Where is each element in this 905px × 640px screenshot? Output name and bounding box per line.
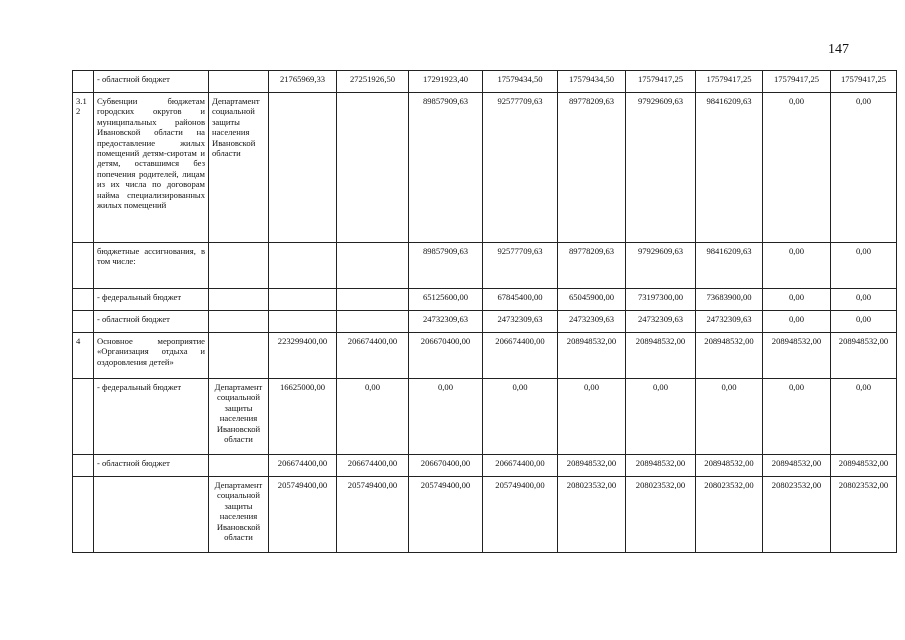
value-cell: 205749400,00 (337, 477, 409, 553)
value-cell: 208948532,00 (626, 455, 696, 477)
table-row (73, 455, 897, 477)
row-index (73, 379, 94, 455)
value-cell: 208948532,00 (831, 455, 897, 477)
value-cell (269, 93, 337, 243)
row-name: - областной бюджет (94, 455, 209, 477)
value-cell: 17579417,25 (831, 71, 897, 93)
value-cell: 65045900,00 (558, 289, 626, 311)
row-index (73, 455, 94, 477)
value-cell: 65125600,00 (409, 289, 483, 311)
row-name: - федеральный бюджет (94, 379, 209, 455)
table-row (73, 333, 897, 379)
table-row (73, 243, 897, 289)
value-cell: 206674400,00 (483, 333, 558, 379)
value-cell: 0,00 (763, 243, 831, 289)
value-cell: 17579434,50 (558, 71, 626, 93)
row-executor (209, 333, 269, 379)
value-cell: 0,00 (831, 379, 897, 455)
value-cell: 208023532,00 (626, 477, 696, 553)
value-cell (269, 289, 337, 311)
row-executor: Департамент социальной защиты населения Ивановской области (209, 477, 269, 553)
value-cell: 0,00 (831, 311, 897, 333)
value-cell: 0,00 (763, 311, 831, 333)
value-cell: 0,00 (483, 379, 558, 455)
value-cell: 205749400,00 (483, 477, 558, 553)
value-cell: 17579434,50 (483, 71, 558, 93)
table-row (73, 71, 897, 93)
value-cell (337, 289, 409, 311)
value-cell: 208023532,00 (696, 477, 763, 553)
value-cell: 208948532,00 (763, 455, 831, 477)
row-name: Субвенции бюджетам городских округов и муниципальных районов Ивановской области на предоставление жилых помещений детям-сиротам и детям, оставшимся без попечения родителей, лицам из их числа по договорам найма специализированных жилых помещений (94, 93, 209, 243)
row-index (73, 477, 94, 553)
value-cell: 92577709,63 (483, 243, 558, 289)
value-cell: 208023532,00 (558, 477, 626, 553)
value-cell: 206670400,00 (409, 333, 483, 379)
table-row (73, 379, 897, 455)
row-executor (209, 311, 269, 333)
value-cell: 0,00 (763, 379, 831, 455)
value-cell: 97929609,63 (626, 243, 696, 289)
value-cell: 208948532,00 (626, 333, 696, 379)
value-cell: 0,00 (763, 93, 831, 243)
value-cell: 98416209,63 (696, 243, 763, 289)
row-index (73, 243, 94, 289)
row-index (73, 71, 94, 93)
value-cell: 27251926,50 (337, 71, 409, 93)
row-index: 3.1 2 (73, 93, 94, 243)
value-cell: 208023532,00 (831, 477, 897, 553)
value-cell: 21765969,33 (269, 71, 337, 93)
value-cell: 208948532,00 (696, 333, 763, 379)
row-executor (209, 71, 269, 93)
value-cell: 73683900,00 (696, 289, 763, 311)
value-cell: 206674400,00 (483, 455, 558, 477)
value-cell: 24732309,63 (558, 311, 626, 333)
row-index: 4 (73, 333, 94, 379)
value-cell (269, 311, 337, 333)
value-cell: 0,00 (831, 243, 897, 289)
value-cell: 17579417,25 (696, 71, 763, 93)
row-executor: Департамент социальной защиты населения Ивановской области (209, 93, 269, 243)
table-row (73, 93, 897, 243)
value-cell: 208023532,00 (763, 477, 831, 553)
value-cell: 17579417,25 (763, 71, 831, 93)
table-row (73, 477, 897, 553)
value-cell: 0,00 (831, 93, 897, 243)
row-index (73, 311, 94, 333)
value-cell: 208948532,00 (558, 455, 626, 477)
value-cell: 208948532,00 (558, 333, 626, 379)
value-cell: 24732309,63 (626, 311, 696, 333)
value-cell (337, 311, 409, 333)
value-cell: 205749400,00 (409, 477, 483, 553)
value-cell: 97929609,63 (626, 93, 696, 243)
value-cell: 205749400,00 (269, 477, 337, 553)
value-cell: 16625000,00 (269, 379, 337, 455)
table-row (73, 311, 897, 333)
row-name: - областной бюджет (94, 71, 209, 93)
row-executor (209, 289, 269, 311)
value-cell: 206674400,00 (337, 455, 409, 477)
value-cell: 89778209,63 (558, 93, 626, 243)
value-cell: 208948532,00 (763, 333, 831, 379)
value-cell (337, 93, 409, 243)
value-cell: 89778209,63 (558, 243, 626, 289)
value-cell: 208948532,00 (831, 333, 897, 379)
value-cell: 89857909,63 (409, 93, 483, 243)
value-cell: 17291923,40 (409, 71, 483, 93)
value-cell: 92577709,63 (483, 93, 558, 243)
value-cell: 208948532,00 (696, 455, 763, 477)
value-cell (269, 243, 337, 289)
value-cell: 206670400,00 (409, 455, 483, 477)
row-executor (209, 455, 269, 477)
value-cell: 206674400,00 (269, 455, 337, 477)
value-cell: 206674400,00 (337, 333, 409, 379)
value-cell: 24732309,63 (483, 311, 558, 333)
value-cell: 24732309,63 (696, 311, 763, 333)
value-cell: 67845400,00 (483, 289, 558, 311)
row-name: Основное мероприятие «Организация отдыха и оздоровления детей» (94, 333, 209, 379)
value-cell: 0,00 (696, 379, 763, 455)
value-cell: 0,00 (558, 379, 626, 455)
value-cell: 24732309,63 (409, 311, 483, 333)
row-name (94, 477, 209, 553)
value-cell: 0,00 (337, 379, 409, 455)
value-cell: 0,00 (831, 289, 897, 311)
budget-table (72, 70, 897, 553)
row-name: бюджетные ассигнования, в том числе: (94, 243, 209, 289)
value-cell: 73197300,00 (626, 289, 696, 311)
value-cell: 98416209,63 (696, 93, 763, 243)
row-executor (209, 243, 269, 289)
table-row (73, 289, 897, 311)
value-cell: 0,00 (409, 379, 483, 455)
value-cell: 0,00 (626, 379, 696, 455)
value-cell: 89857909,63 (409, 243, 483, 289)
value-cell: 17579417,25 (626, 71, 696, 93)
row-index (73, 289, 94, 311)
row-name: - федеральный бюджет (94, 289, 209, 311)
page-number: 147 (828, 42, 849, 57)
value-cell (337, 243, 409, 289)
value-cell: 223299400,00 (269, 333, 337, 379)
row-name: - областной бюджет (94, 311, 209, 333)
row-executor: Департамент социальной защиты населения Ивановской области (209, 379, 269, 455)
value-cell: 0,00 (763, 289, 831, 311)
